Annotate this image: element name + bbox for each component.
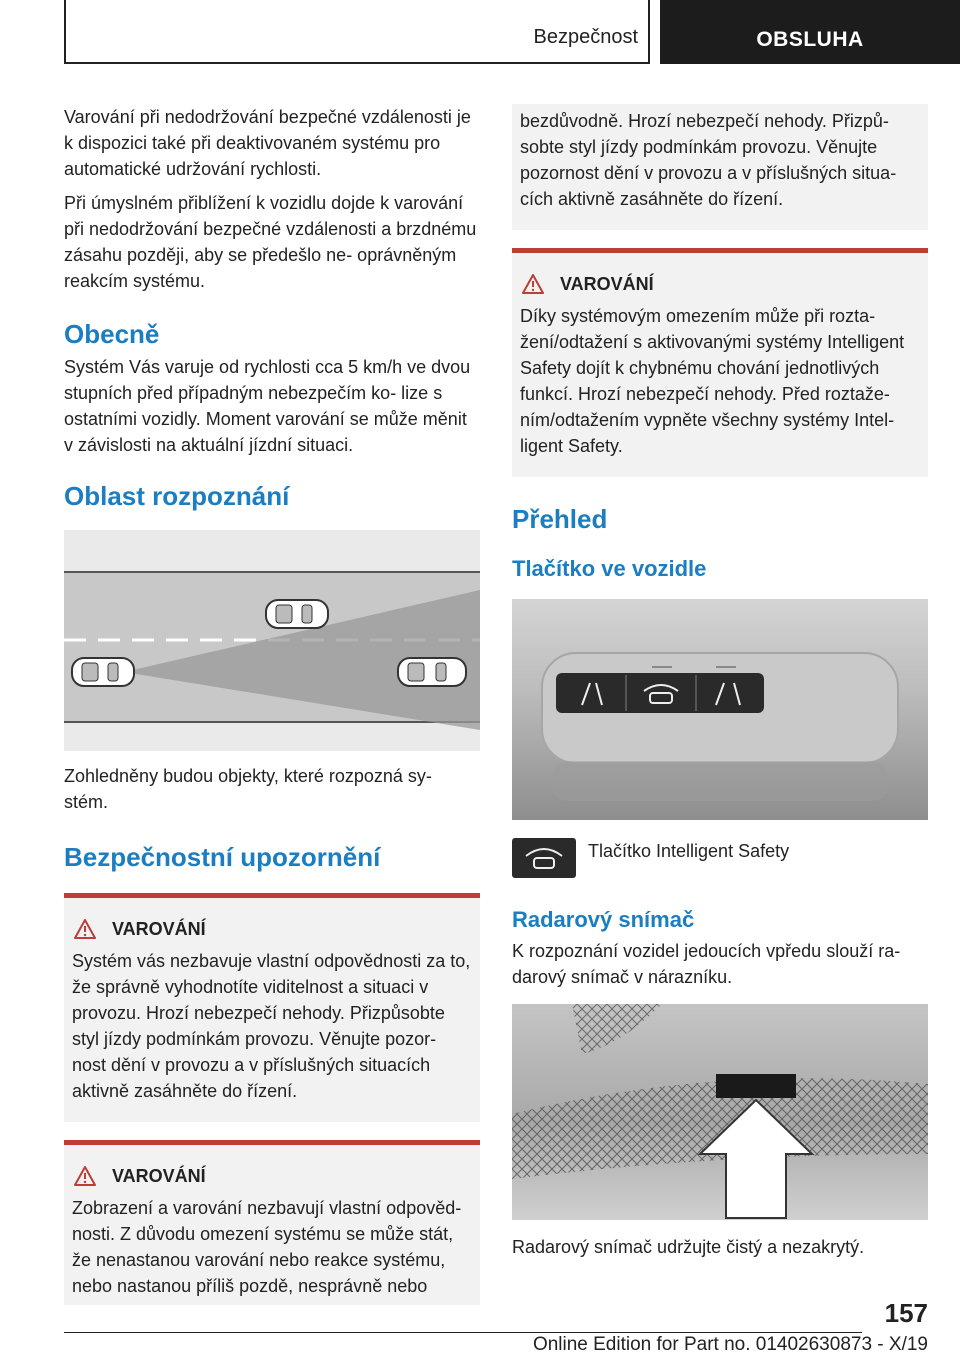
- warning-box-1: [64, 893, 480, 1122]
- paragraph-general: Systém Vás varuje od rychlosti cca 5 km/h ve dvou stupních před případným nebezpečím ko- lize s ostatními vozidly. Moment varování se může měnit v závislosti na aktuální jízdní situaci.: [64, 357, 471, 455]
- heading-general: Obecně: [64, 319, 160, 349]
- header-rule-left: [64, 0, 66, 64]
- caption-detection-area: Zohledněny budou objekty, které rozpozná sy- stém.: [64, 766, 432, 812]
- caption-radar-sensor: Radarový snímač udržujte čistý a nezakrytý.: [512, 1237, 865, 1257]
- warning-triangle-icon: [522, 274, 544, 294]
- footer-edition: Online Edition for Part no. 01402630873 - X/19: [532, 1334, 928, 1355]
- heading-overview: Přehled: [512, 504, 608, 534]
- warning-box-2: [64, 1140, 480, 1305]
- car-own-vehicle: [72, 658, 134, 686]
- warning-title-text: VAROVÁNÍ: [112, 1166, 206, 1186]
- paragraph-radar-sensor: K rozpoznání vozidel jedoucích vpředu slouží ra- darový snímač v nárazníku.: [512, 941, 901, 987]
- detection-area-figure: [64, 530, 480, 751]
- button-panel-photo: [512, 599, 928, 820]
- warning-text-3: Díky systémovým omezením může při rozta- žení/odtažení s aktivovanými systémy Intelligent Safety dojít k chybnému chování jednotlivých funkcí. Hrozí nebezpečí nehody. Před roztaže- ním/odtažením vypněte všechny systémy Intel- ligent Safety.: [520, 306, 905, 456]
- header-chapter-tab: [660, 0, 960, 64]
- heading-button-in-vehicle: Tlačítko ve vozidle: [512, 556, 707, 581]
- warning-title: [72, 916, 472, 942]
- heading-detection-area: Oblast rozpoznání: [64, 481, 290, 511]
- warning-title-text: VAROVÁNÍ: [560, 274, 654, 294]
- paragraph-intentional-approach: Při úmyslném přiblížení k vozidlu dojde k varování při nedodržování bezpečné vzdálenosti a brzdnému zásahu později, aby se předešlo ne- oprávněným reakcím systému.: [64, 193, 477, 291]
- warning-triangle-icon: [74, 1166, 96, 1186]
- footer-rule: [64, 1332, 862, 1333]
- intelligent-safety-button-icon: [512, 838, 576, 878]
- button-caption-row: [512, 838, 928, 878]
- warning-title: [520, 271, 920, 297]
- warning-title-text: VAROVÁNÍ: [112, 919, 206, 939]
- warning-text-1: Systém vás nezbavuje vlastní odpovědnosti za to, že správně vyhodnotíte viditelnost a situaci v provozu. Hrozí nebezpečí nehody. Přizpůsobte styl jízdy podmínkám provozu. Věnujte pozor- nost dění v provozu a v příslušných situacích aktivně zasáhněte do řízení.: [72, 951, 471, 1101]
- warning-text-continued: bezdůvodně. Hrozí nebezpečí nehody. Přizpů- sobte styl jízdy podmínkám provozu. Věnujte pozornost dění v provozu a v příslušných situa- cích aktivně zasáhněte do řízení.: [520, 111, 897, 209]
- radar-sensor-photo: [512, 1004, 928, 1220]
- heading-safety-notes: Bezpečnostní upozornění: [64, 842, 381, 872]
- radar-sensor-illustration: [512, 1004, 928, 1220]
- warning-box-1-continued: [512, 104, 928, 230]
- car-ahead: [398, 658, 466, 686]
- warning-triangle-icon: [74, 919, 96, 939]
- header-rule-right: [648, 0, 650, 64]
- warning-text-2: Zobrazení a varování nezbavují vlastní odpověd- nosti. Z důvodu omezení systému se může stát, že nenastanou varování nebo reakce systému, nebo nastanou příliš pozdě, nesprávně nebo: [72, 1198, 462, 1296]
- header-rule-bottom: [64, 62, 650, 64]
- detection-area-illustration: [64, 530, 480, 751]
- paragraph-distance-warning: Varování při nedodržování bezpečné vzdálenosti je k dispozici také při deaktivovaném systému pro automatické udržování rychlosti.: [64, 107, 471, 179]
- car-adjacent-lane: [266, 600, 328, 628]
- button-panel-illustration: [512, 599, 928, 820]
- page-number: 157: [884, 1298, 928, 1328]
- right-column: [512, 104, 928, 1268]
- left-column: [64, 104, 480, 1305]
- caption-intelligent-safety-button: Tlačítko Intelligent Safety: [588, 841, 790, 861]
- header-chapter-label: OBSLUHA: [756, 28, 864, 51]
- header-section-title: Bezpečnost: [533, 26, 638, 48]
- heading-radar-sensor: Radarový snímač: [512, 907, 695, 932]
- warning-box-3: [512, 248, 928, 477]
- warning-title: [72, 1163, 472, 1189]
